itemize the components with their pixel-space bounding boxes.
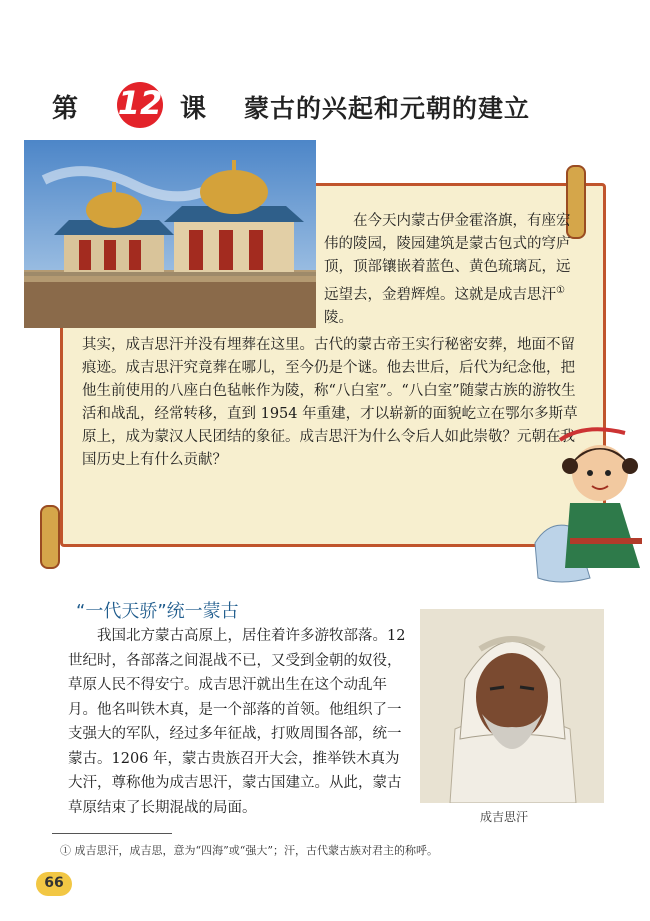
scroll-rod-bottom	[40, 505, 60, 569]
section-heading: “一代天骄”统一蒙古	[76, 601, 239, 622]
footnote-divider	[52, 833, 172, 834]
lesson-title: 蒙古的兴起和元朝的建立	[244, 94, 531, 123]
child-cartoon-illustration	[530, 418, 645, 588]
mausoleum-photo	[24, 140, 316, 328]
lesson-prefix: 第	[52, 94, 79, 124]
section-body: 我国北方蒙古高原上，居住着许多游牧部落。12 世纪时，各部落之间混战不已，又受到金朝的奴役，草原人民不得安宁。成吉思汗就出生在这个动乱年月。他名叫铁木真，是一个部落的首领。他组织了一支强大的军队，经过多年征战，打败周围各部，统一蒙古。1206 年，蒙古贵族召开大会，推举铁木真为大汗，尊称他为成吉思汗，蒙古国建立。从此，蒙古草原结束了长期混战的局面。	[68, 628, 406, 816]
portrait-caption: 成吉思汗	[480, 810, 529, 824]
intro-text-top: 在今天内蒙古伊金霍洛旗，有座宏伟的陵园，陵园建筑是蒙古包式的穹庐顶，顶部镶嵌着蓝色、黄色琉璃瓦，远远望去，金碧辉煌。这就是成吉思汗	[324, 213, 571, 303]
page-number: 66	[44, 875, 64, 891]
intro-paragraph-bottom: 其实，成吉思汗并没有埋葬在这里。古代的蒙古帝王实行秘密安葬，地面不留痕迹。成吉思汗究竟葬在哪儿，至今仍是个谜。他去世后，后代为纪念他，把他生前使用的八座白色毡帐作为陵，称“八白室”。“八白室”随蒙古族的游牧生活和战乱，经常转移，直到 1954 年重建，才以崭新的面貌屹立在鄂尔多斯草原上，成为蒙汉人民团结的象征。成吉思汗为什么令后人如此崇敬？元朝在我国历史上有什么贡献？	[82, 337, 578, 468]
intro-text-top-end: 陵。	[324, 309, 353, 326]
lesson-suffix: 课	[180, 94, 207, 124]
footnote-marker: ①	[556, 285, 565, 296]
lesson-number: 12	[117, 84, 163, 122]
genghis-khan-portrait	[420, 609, 604, 803]
intro-paragraph-top	[324, 210, 574, 330]
footnote: ① 成吉思汗，成吉思，意为“四海”或“强大”；汗，古代蒙古族对君主的称呼。	[60, 844, 438, 857]
